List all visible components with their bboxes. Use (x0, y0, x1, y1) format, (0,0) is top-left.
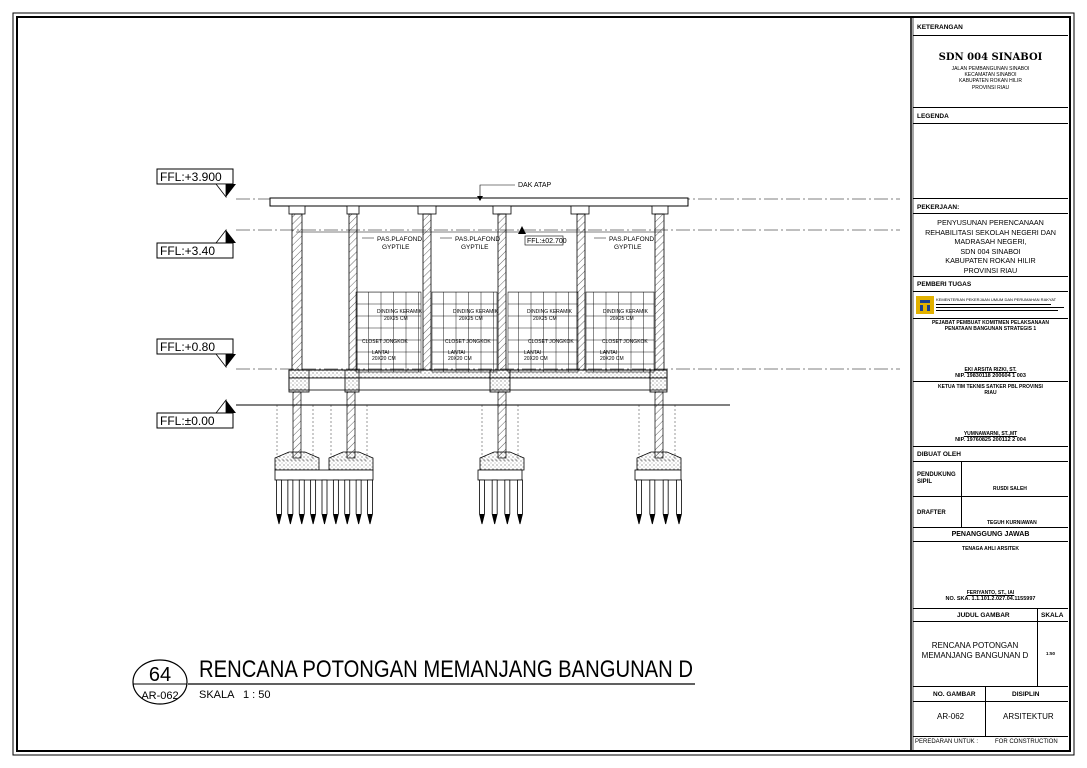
pile-tip (492, 514, 497, 524)
pile-tip (345, 514, 350, 524)
svg-text:GYPTILE: GYPTILE (461, 244, 489, 251)
drawing-title (133, 656, 695, 704)
svg-text:LANTAI: LANTAI (448, 350, 466, 356)
legenda-label: LEGENDA (917, 113, 949, 120)
svg-text:PAS.PLAFOND: PAS.PLAFOND (377, 236, 423, 243)
tenaga-ahli-label: TENAGA AHLI ARSITEK (962, 546, 1019, 552)
svg-text:GYPTILE: GYPTILE (382, 244, 410, 251)
official-title: PEJABAT PEMBUAT KOMITMEN PELAKSANAAN PENATAAN BANGUNAN STRATEGIS 1 (931, 320, 1050, 332)
disiplin-label: DISIPLIN (1012, 691, 1040, 698)
drawing-number: 64 (148, 664, 172, 686)
svg-text:PAS.PLAFOND: PAS.PLAFOND (609, 236, 655, 243)
scale-value: 1 : 50 (243, 689, 271, 701)
pile-tip (650, 514, 655, 524)
project-address: JALAN PEMBANGUNAN SINABOI KECAMATAN SINABOI KABUPATEN ROKAN HILIR PROVINSI RIAU (951, 66, 1030, 91)
svg-text:20X25 CM: 20X25 CM (459, 316, 483, 322)
pile-tip (518, 514, 523, 524)
svg-text:LANTAI: LANTAI (600, 350, 618, 356)
svg-text:FFL:+3.900: FFL:+3.900 (160, 170, 222, 184)
svg-text:LANTAI: LANTAI (524, 350, 542, 356)
ahli-name: FERIYANTO, ST., IAI (966, 590, 1015, 596)
pile-tip (322, 514, 327, 524)
level-ground (157, 400, 730, 428)
ketua-title: KETUA TIM TEKNIS SATKER PBL PROVINSI RIAU (938, 384, 1043, 396)
piles (277, 480, 682, 524)
svg-text:CLOSET JONGKOK: CLOSET JONGKOK (362, 339, 408, 345)
floor-slab (289, 370, 667, 392)
svg-text:DINDING KERAMIK: DINDING KERAMIK (377, 309, 423, 315)
svg-text:20X25 CM: 20X25 CM (610, 316, 634, 322)
ministry-name: KEMENTERIAN PEKERJAAN UMUM DAN PERUMAHAN RAKYAT (936, 297, 1057, 302)
svg-text:FFL:+3.40: FFL:+3.40 (160, 244, 216, 258)
work-description: PENYUSUNAN PERENCANAAN REHABILITASI SEKOLAH NEGERI DAN MADRASAH NEGERI, SDN 004 SINABOI KABUPATEN ROKAN HILIR PROVINSI RIAU (925, 218, 1056, 275)
pile-tip (480, 514, 485, 524)
pile-tip (663, 514, 668, 524)
official-name: EKI ARSITA RIZKI, ST. (964, 367, 1017, 373)
ahli-ska: NO. SKA. 1.1.101.2.027.04.1155997 (945, 596, 1036, 602)
svg-text:20X20 CM: 20X20 CM (372, 356, 396, 362)
drawing-title-text: RENCANA POTONGAN MEMANJANG BANGUNAN D (199, 656, 693, 683)
drafter-label: DRAFTER (917, 510, 946, 516)
no-gambar-value: AR-062 (937, 712, 965, 721)
ketua-name: YUMNAWARNI, ST.,MT (963, 431, 1018, 437)
drawing-sheet-ref: AR-062 (141, 690, 179, 702)
drawing-title-block: RENCANA POTONGAN MEMANJANG BANGUNAN D (921, 641, 1029, 660)
pile-tip (311, 514, 316, 524)
pile-tip (277, 514, 282, 524)
svg-text:FFL:±02.700: FFL:±02.700 (527, 238, 567, 245)
svg-text:20X20 CM: 20X20 CM (448, 356, 472, 362)
dibuat-oleh-label: DIBUAT OLEH (917, 451, 961, 458)
roof-slab (270, 182, 688, 206)
no-gambar-label: NO. GAMBAR (933, 691, 976, 698)
pile-tip (637, 514, 642, 524)
svg-text:20X20 CM: 20X20 CM (600, 356, 624, 362)
pekerjaan-label: PEKERJAAN: (917, 204, 960, 211)
svg-text:FFL:+0.80: FFL:+0.80 (160, 340, 216, 354)
svg-text:GYPTILE: GYPTILE (614, 244, 642, 251)
official-nip: NIP. 19830118 200604 1 003 (955, 373, 1026, 379)
ministry-fineprint (936, 302, 1064, 314)
svg-text:DINDING KERAMIK: DINDING KERAMIK (603, 309, 649, 315)
peredaran-value: FOR CONSTRUCTION (995, 739, 1058, 745)
svg-text:CLOSET JONGKOK: CLOSET JONGKOK (528, 339, 574, 345)
svg-text:20X25 CM: 20X25 CM (533, 316, 557, 322)
disiplin-value: ARSITEKTUR (1003, 712, 1054, 721)
judul-gambar-label: JUDUL GAMBAR (957, 612, 1010, 619)
sipil-name: RUSDI SALEH (993, 486, 1027, 492)
pemberi-tugas-label: PEMBERI TUGAS (917, 281, 972, 288)
svg-text:FFL:±0.00: FFL:±0.00 (160, 414, 215, 428)
pendukung-label: PENDUKUNG (917, 472, 956, 478)
skala-value: 1:50 (1046, 651, 1056, 656)
svg-text:PAS.PLAFOND: PAS.PLAFOND (455, 236, 501, 243)
ministry-logo-icon (916, 296, 934, 314)
drafter-name: TEGUH KURNIAWAN (987, 520, 1037, 526)
svg-text:DINDING KERAMIK: DINDING KERAMIK (527, 309, 573, 315)
svg-text:DAK ATAP: DAK ATAP (518, 182, 552, 189)
pile-tip (368, 514, 373, 524)
pile-tip (677, 514, 682, 524)
ketua-nip: NIP. 19760825 200112 2 004 (955, 437, 1026, 443)
pile-tip (288, 514, 293, 524)
pile-tip (299, 514, 304, 524)
title-block (913, 18, 1068, 750)
svg-text:DINDING KERAMIK: DINDING KERAMIK (453, 309, 499, 315)
project-name: SDN 004 SINABOI (938, 52, 1043, 63)
svg-text:CLOSET JONGKOK: CLOSET JONGKOK (602, 339, 648, 345)
scale-label: SKALA (199, 689, 235, 701)
penanggung-jawab-label: PENANGGUNG JAWAB (951, 531, 1030, 538)
svg-text:20X20 CM: 20X20 CM (524, 356, 548, 362)
keterangan-label: KETERANGAN (917, 24, 963, 31)
svg-text:20X25 CM: 20X25 CM (384, 316, 408, 322)
pile-tip (356, 514, 361, 524)
pile-tip (333, 514, 338, 524)
skala-label: SKALA (1041, 612, 1064, 619)
svg-text:LANTAI: LANTAI (372, 350, 390, 356)
pile-tip (505, 514, 510, 524)
peredaran-label: PEREDARAN UNTUK : (915, 739, 979, 745)
roof-beams (289, 206, 668, 214)
svg-text:CLOSET JONGKOK: CLOSET JONGKOK (445, 339, 491, 345)
sipil-label: SIPIL (917, 479, 933, 485)
